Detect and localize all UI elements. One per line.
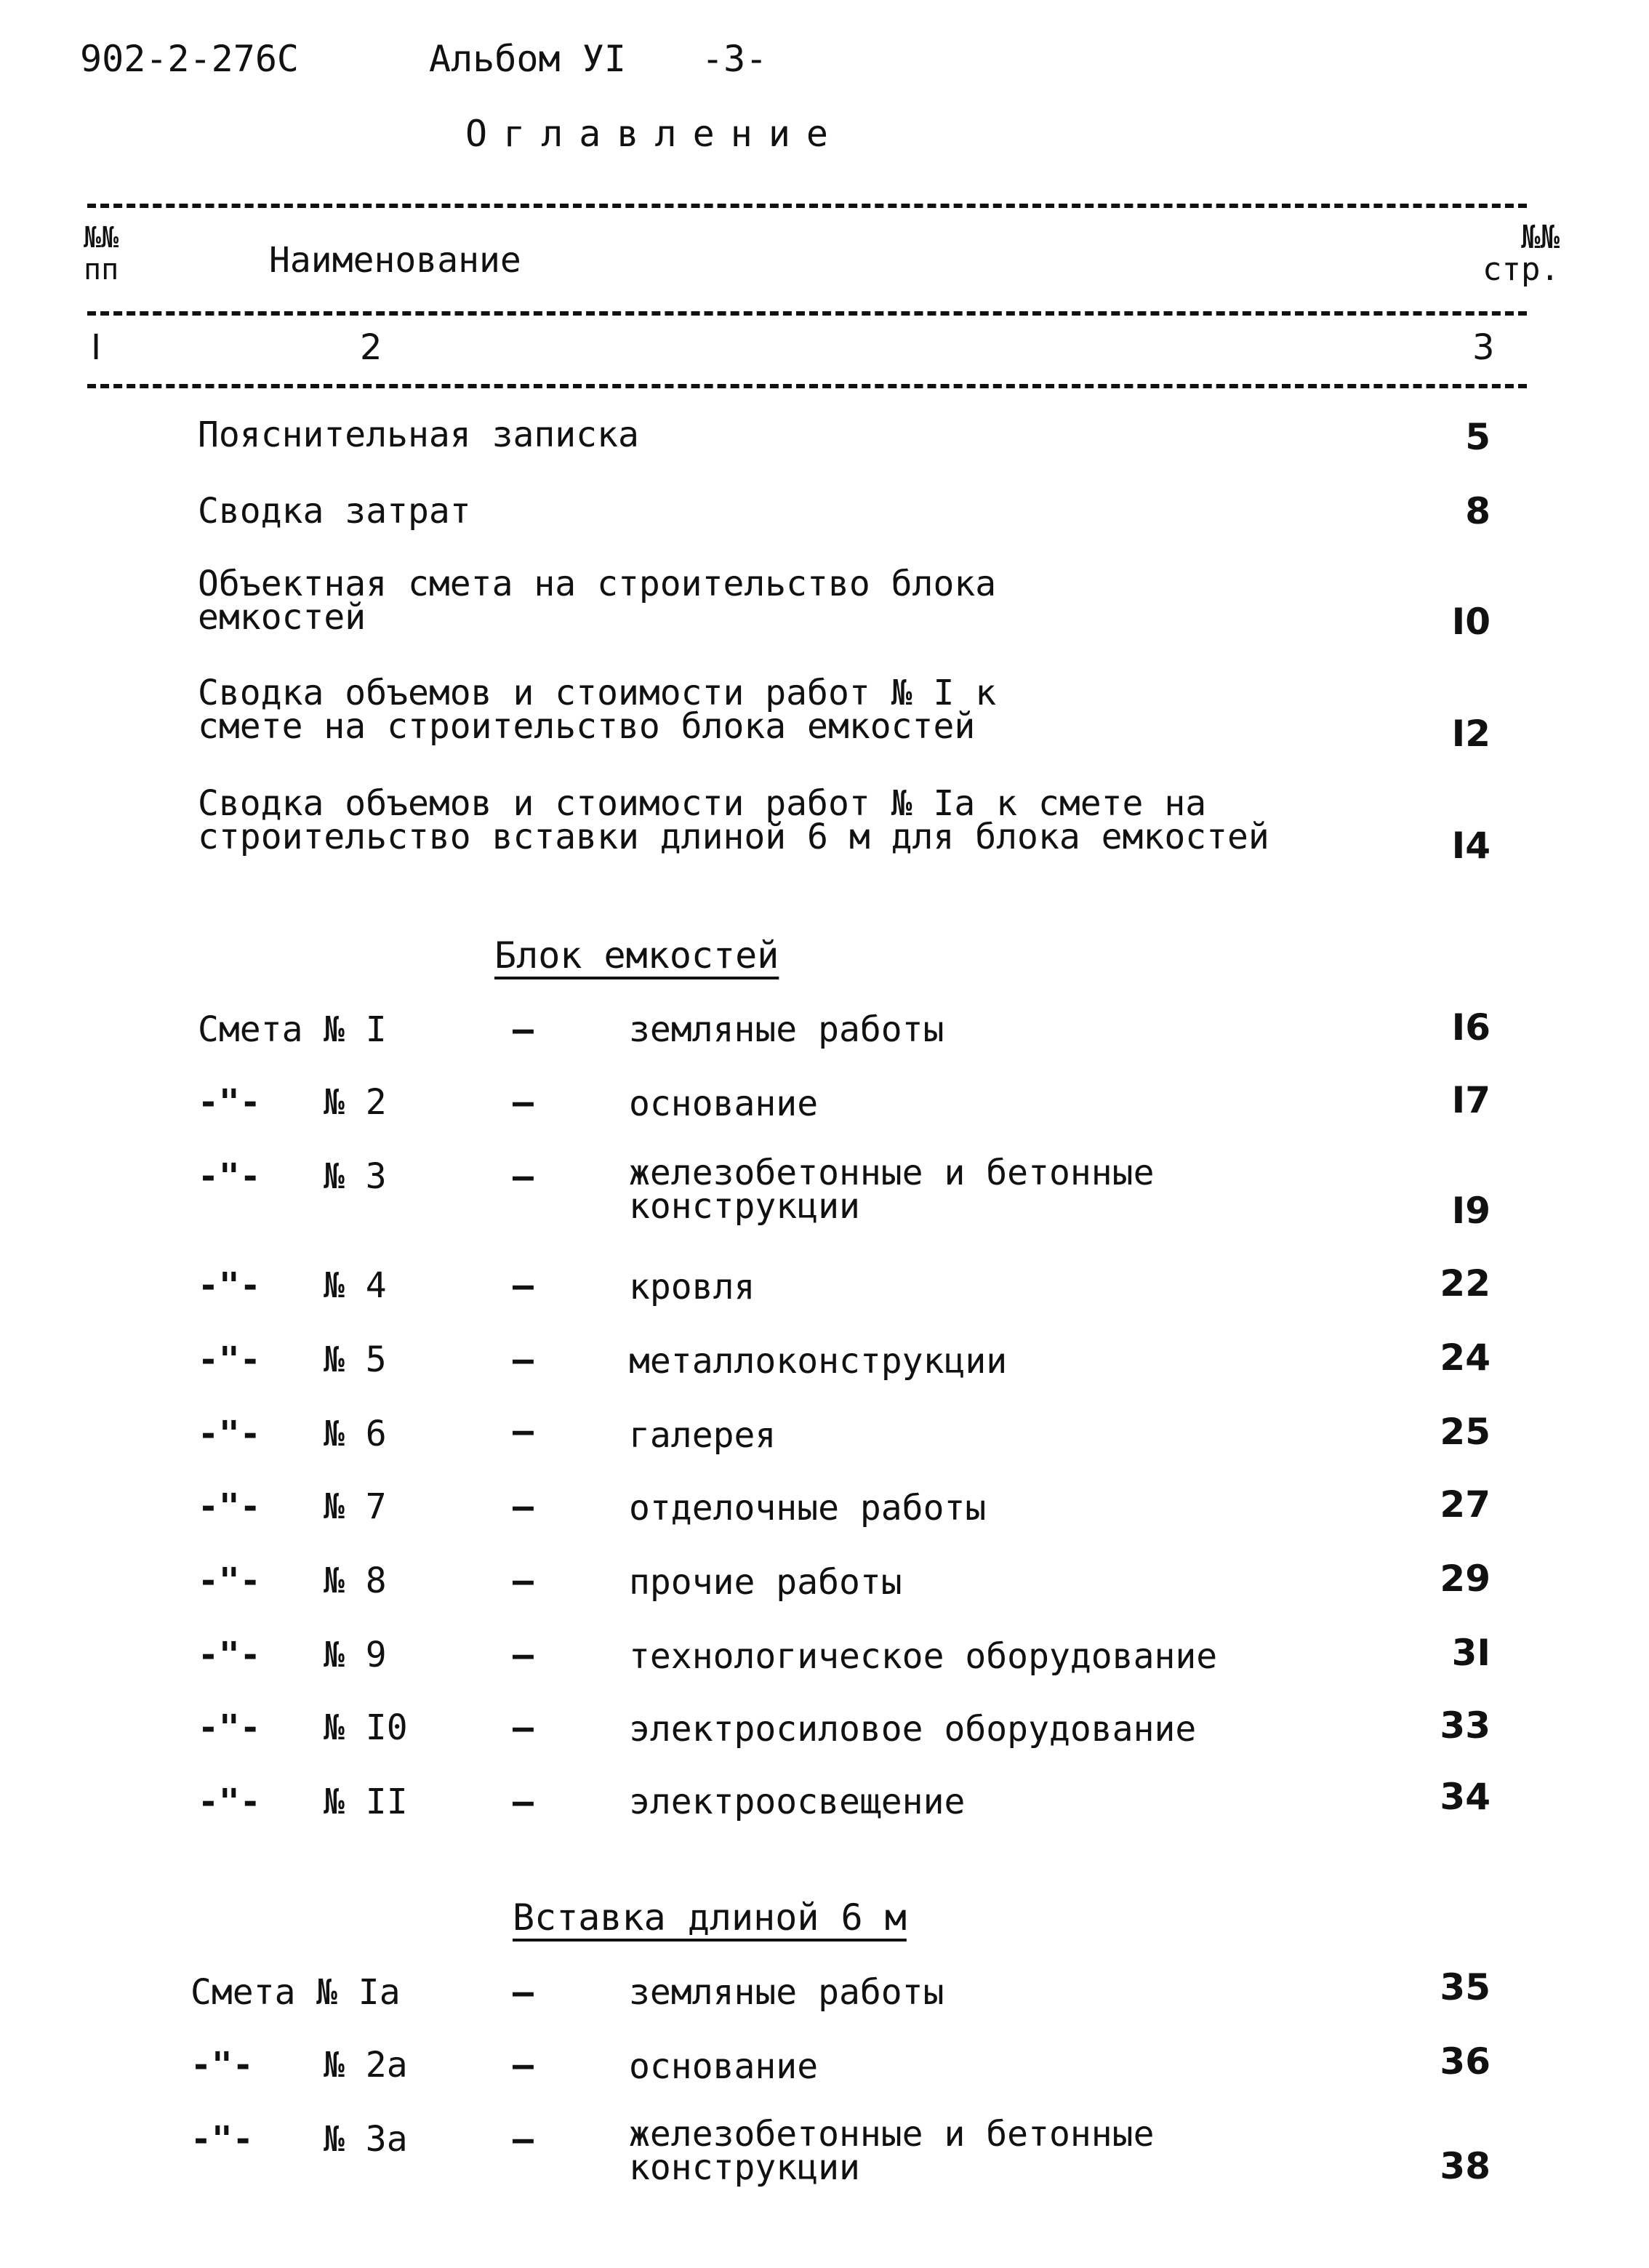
- section-title-tank-block: Блок емкостей: [494, 934, 779, 977]
- separator-dash: –: [513, 1635, 534, 1675]
- section-title-insert: Вставка длиной 6 м: [513, 1896, 907, 1939]
- intro-item-text: Сводка затрат: [198, 491, 471, 532]
- estimate-number: № 6: [324, 1414, 387, 1454]
- separator-dash: –: [513, 1486, 534, 1527]
- separator-dash: –: [513, 1082, 534, 1123]
- estimate-page: 25: [1440, 1411, 1490, 1453]
- estimate-description: металлоконструкции: [629, 1341, 1008, 1382]
- ditto-mark: -"-: [198, 1707, 261, 1748]
- estimate-description: железобетонные и бетонные конструкции: [629, 1153, 1155, 1227]
- intro-item-text: Сводка объемов и стоимости работ № I к смете на строительство блока емкостей: [198, 673, 997, 747]
- estimate-number: № I0: [324, 1707, 408, 1748]
- separator-dash: –: [513, 1972, 534, 2013]
- album-label: Альбом УI: [429, 38, 626, 80]
- estimate-description: земляные работы: [629, 1009, 944, 1050]
- intro-item-page: I4: [1451, 825, 1490, 867]
- estimate-number: № Iа: [316, 1972, 401, 2013]
- estimate-number: № 2а: [324, 2045, 408, 2085]
- ditto-mark: -"-: [198, 1265, 261, 1306]
- estimate-description: основание: [629, 1083, 819, 1124]
- estimate-page: 38: [1440, 2145, 1490, 2187]
- intro-item-page: 5: [1465, 416, 1490, 458]
- estimate-description: прочие работы: [629, 1562, 902, 1603]
- separator-dash: –: [513, 1560, 534, 1601]
- separator-dash: –: [513, 2045, 534, 2085]
- estimate-description: земляные работы: [629, 1972, 944, 2013]
- estimate-page: I6: [1451, 1006, 1490, 1049]
- page-number: -3-: [702, 38, 768, 80]
- separator-dash: –: [513, 1156, 534, 1197]
- ditto-mark: -"-: [190, 2045, 254, 2085]
- separator-dash: –: [513, 1339, 534, 1380]
- estimate-description: технологическое оборудование: [629, 1636, 1218, 1677]
- estimate-page: 36: [1440, 2040, 1490, 2083]
- ditto-mark: -"-: [198, 1560, 261, 1601]
- ditto-mark: -"-: [198, 1156, 261, 1197]
- column-name-index: 2: [360, 327, 382, 368]
- ditto-mark: -"-: [198, 1635, 261, 1675]
- estimate-number: № 4: [324, 1265, 387, 1306]
- intro-item-page: 8: [1465, 490, 1490, 532]
- estimate-description: кровля: [629, 1267, 755, 1307]
- estimate-page: 33: [1440, 1704, 1490, 1747]
- separator-dash: –: [513, 1411, 534, 1451]
- column-page-index: 3: [1472, 327, 1495, 368]
- header-top-rule: [87, 204, 1527, 208]
- estimate-number: № 3: [324, 1156, 387, 1197]
- estimate-number: № 7: [324, 1486, 387, 1527]
- ditto-mark: -"-: [198, 1486, 261, 1527]
- estimate-description: основание: [629, 2046, 819, 2087]
- estimate-page: 29: [1440, 1558, 1490, 1600]
- estimate-page: 3I: [1451, 1632, 1490, 1674]
- estimate-description: отделочные работы: [629, 1488, 987, 1528]
- estimate-number: № II: [324, 1782, 408, 1822]
- estimate-page: 24: [1440, 1337, 1490, 1379]
- estimate-page: 27: [1440, 1483, 1490, 1526]
- estimate-number: № I: [324, 1009, 387, 1050]
- estimate-number: № 9: [324, 1635, 387, 1675]
- estimate-description: железобетонные и бетонные конструкции: [629, 2114, 1155, 2188]
- document-code: 902-2-276С: [80, 38, 300, 80]
- intro-item-text: Сводка объемов и стоимости работ № Iа к смете на строительство вставки длиной 6 м для блока емкостей: [198, 783, 1269, 857]
- ditto-mark: -"-: [198, 1082, 261, 1123]
- intro-item-text: Объектная смета на строительство блока емкостей: [198, 564, 997, 638]
- estimate-label: Смета: [198, 1009, 303, 1050]
- separator-dash: –: [513, 1265, 534, 1306]
- column-number-header: №№ пп: [84, 221, 119, 286]
- separator-dash: –: [513, 2119, 534, 2160]
- estimate-number: № 5: [324, 1339, 387, 1380]
- separator-dash: –: [513, 1009, 534, 1050]
- estimate-page: I7: [1451, 1079, 1490, 1121]
- column-name-header: Наименование: [269, 240, 521, 281]
- estimate-description: галерея: [629, 1415, 777, 1456]
- estimate-page: 35: [1440, 1966, 1490, 2008]
- ditto-mark: -"-: [190, 2119, 254, 2160]
- intro-item-page: I2: [1451, 713, 1490, 755]
- page-title: Оглавление: [465, 113, 845, 155]
- estimate-label: Смета: [190, 1972, 296, 2013]
- separator-dash: –: [513, 1707, 534, 1748]
- estimate-page: 22: [1440, 1262, 1490, 1305]
- separator-dash: –: [513, 1782, 534, 1822]
- estimate-description: электроосвещение: [629, 1782, 966, 1822]
- estimate-page: I9: [1451, 1190, 1490, 1232]
- ditto-mark: -"-: [198, 1782, 261, 1822]
- estimate-number: № 3а: [324, 2119, 408, 2160]
- header-middle-rule: [87, 311, 1527, 316]
- column-number-index: I: [91, 327, 102, 368]
- estimate-page: 34: [1440, 1776, 1490, 1818]
- column-page-header: №№ стр.: [1483, 219, 1560, 288]
- header-bottom-rule: [87, 384, 1527, 388]
- ditto-mark: -"-: [198, 1414, 261, 1454]
- estimate-description: электросиловое оборудование: [629, 1709, 1197, 1750]
- estimate-number: № 2: [324, 1082, 387, 1123]
- estimate-number: № 8: [324, 1560, 387, 1601]
- ditto-mark: -"-: [198, 1339, 261, 1380]
- intro-item-page: I0: [1451, 601, 1490, 643]
- intro-item-text: Пояснительная записка: [198, 414, 639, 455]
